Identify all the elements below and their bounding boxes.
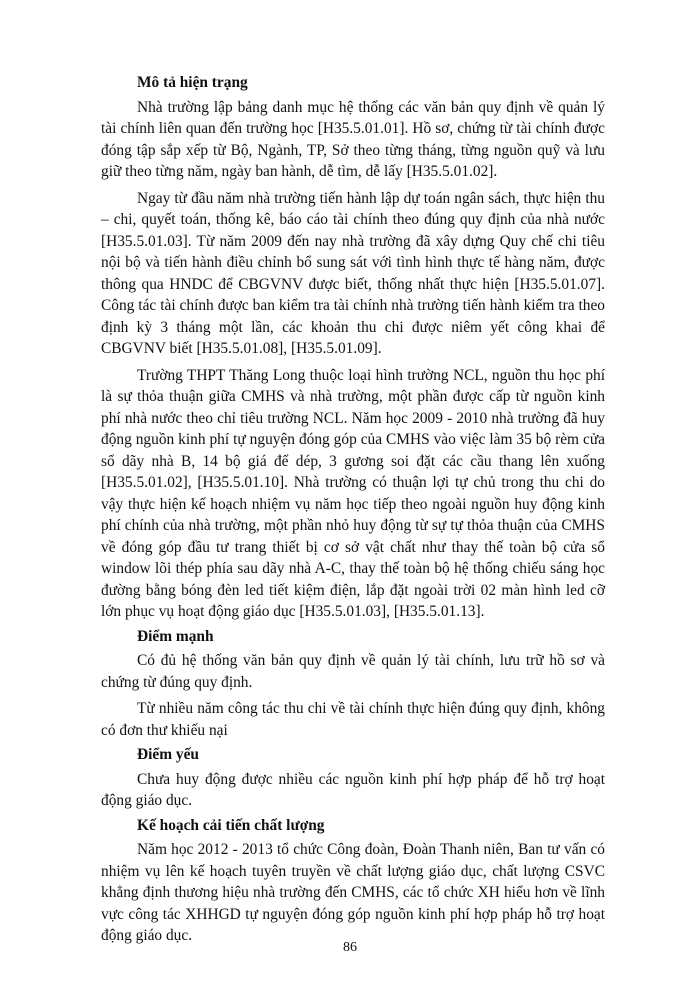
section-heading-strengths: Điểm mạnh [137,627,214,645]
paragraph: Năm học 2012 - 2013 tổ chức Công đoàn, Đoàn Thanh niên, Ban tư vấn có nhiệm vụ lên kế hoạch tuyên truyền về chất lượng giáo dục, chất lượng CSVC khẳng định thương hiệu nhà trường đến CMHS, các tổ chức XH hiểu hơn về lĩnh vực công tác XHHGD tự nguyện đóng góp nguồn kinh phí hợp pháp hỗ trợ hoạt động giáo dục. [101,841,605,944]
paragraph: Từ nhiều năm công tác thu chi về tài chính thực hiện đúng quy định, không có đơn thư khiếu nại [101,700,605,739]
paragraph: Chưa huy động được nhiều các nguồn kinh phí hợp pháp để hỗ trợ hoạt động giáo dục. [101,770,605,809]
paragraph: Có đủ hệ thống văn bản quy định về quản lý tài chính, lưu trữ hồ sơ và chứng từ đúng quy định. [101,652,605,691]
document-page [101,72,605,952]
page-number: 86 [343,940,357,955]
paragraph: Nhà trường lập bảng danh mục hệ thống các văn bản quy định về quản lý tài chính liên quan đến trường học [H35.5.01.01]. Hồ sơ, chứng từ tài chính được đóng tập sắp xếp từ Bộ, Ngành, TP, Sở theo từng tháng, từng nguồn quỹ và lưu giữ theo từng năm, ngày ban hành, dễ tìm, dễ lấy [H35.5.01.02]. [101,98,605,180]
paragraph: Trường THPT Thăng Long thuộc loại hình trường NCL, nguồn thu học phí là sự thỏa thuận giữa CMHS và nhà trường, một phần được cấp từ nguồn kinh phí nhà nước theo chỉ tiêu trường NCL. Năm học 2009 - 2010 nhà trường đã huy động nguồn kinh phí tự nguyện đóng góp của CMHS vào việc làm 35 bộ rèm cửa sổ dãy nhà B, 14 bộ giá để dép, 3 gương soi đặt các cầu thang lên xuống [H35.5.01.02], [H35.5.01.10]. Nhà trường có thuận lợi tự chủ trong thu chi do vậy thực hiện kế hoạch nhiệm vụ năm học tiếp theo ngoài nguồn huy động kinh phí chính của nhà trường, một phần nhỏ huy động từ sự tự thỏa thuận của CMHS về đóng góp đầu tư trang thiết bị cơ sở vật chất như thay thế toàn bộ cửa sổ window lõi thép phía sau dãy nhà A-C, thay thế toàn bộ hệ thống chiếu sáng học đường bằng bóng đèn led tiết kiệm điện, lắp đặt ngoài trời 02 màn hình led cỡ lớn phục vụ hoạt động giáo dục [H35.5.01.03], [H35.5.01.13]. [101,366,605,620]
paragraph: Ngay từ đầu năm nhà trường tiến hành lập dự toán ngân sách, thực hiện thu – chi, quyết toán, thống kê, báo cáo tài chính theo đúng quy định của nhà nước [H35.5.01.03]. Từ năm 2009 đến nay nhà trường đã xây dựng Quy chế chi tiêu nội bộ và tiến hành điều chỉnh bổ sung sát với tình hình thực tế hàng năm, được thông qua HNDC để CBGVNV được biết, thống nhất thực hiện [H35.5.01.07]. Công tác tài chính được ban kiểm tra tài chính nhà trường tiến hành kiểm tra theo định kỳ 3 tháng một lần, các khoản thu chi được niêm yết công khai để CBGVNV biết [H35.5.01.08], [H35.5.01.09]. [101,189,605,357]
section-heading-improvement-plan: Kế hoạch cải tiến chất lượng [137,816,325,834]
section-heading-current-state: Mô tả hiện trạng [137,74,248,91]
section-heading-weaknesses: Điểm yếu [137,746,199,763]
